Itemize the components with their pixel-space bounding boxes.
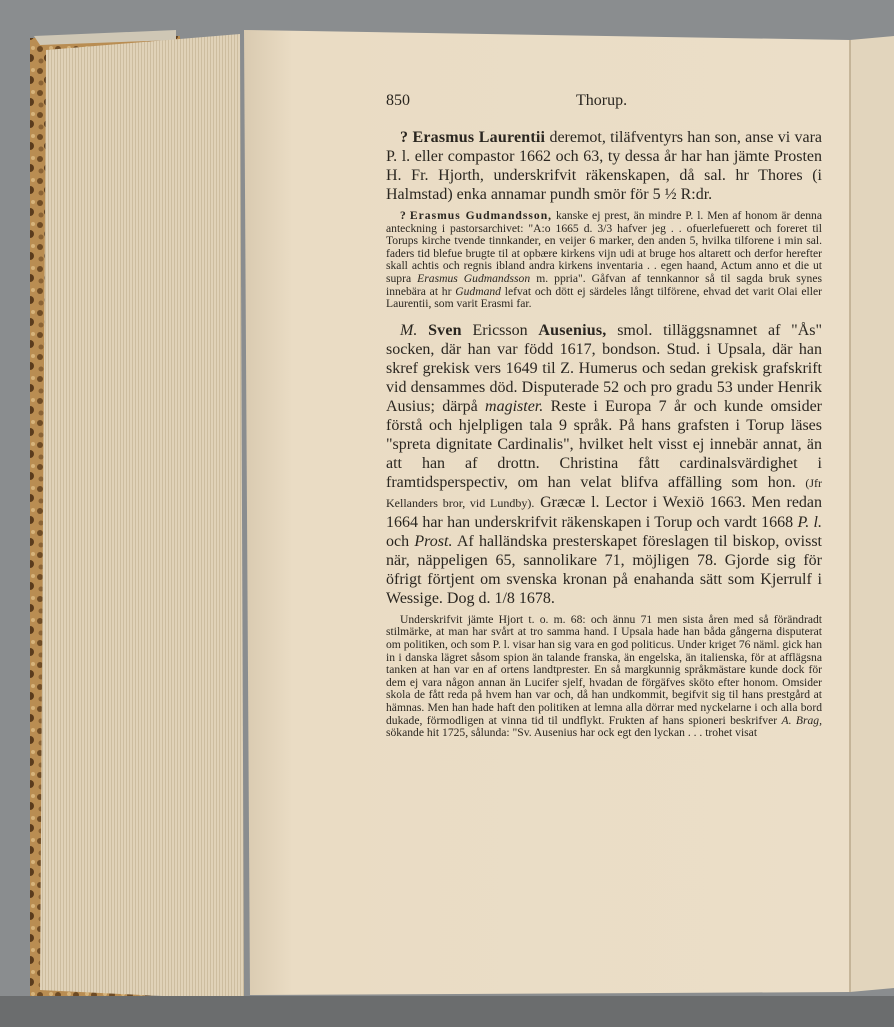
entry-italic: P. l.: [797, 513, 822, 531]
entry-first-name: Sven: [428, 321, 462, 339]
entry-middle-name: Ericsson: [472, 321, 528, 339]
entry-text: deremot, tiläfventyrs han son, anse vi vara P. l. eller compastor 1662 och 63, ty dessa år har han jämte Prosten H. Fr. Hjorth, underskrifvit räkenskapen, då sal. hr Thores (i Halmstad) enka annamar pundh smör för 5 ½ R:dr.: [386, 129, 823, 203]
entry-italic: magister.: [485, 397, 544, 415]
note-text: Underskrifvit jämte Hjort t. o. m. 68: och ännu 71 men sista åren med så förändradt stilmärke, at man har svårt at tro samma hand. I Upsala hade han båda gångerna disputerat om politiken, och som P. l. visar han sig vara en god politicus. Under kriget 76 näml. gick han in i danska lägret såsom spion än talande franska, än engelska, än italienska, för at afflägsna tanken at han var en af ortens landtprester. En så margkunnig språkmästare kunde dock för dem ej vara någon annan än Lucifer sjelf, hvadan de förgäfves sköto efter honom. Omsider skola de fått reda på hvem han var och, då han undkommit, begifvit sig til hans prestgård at hämnas. Men han hade haft den politiken at lemna alla dörrar med nyckelarne i och alla bord dukade, förmodligen at vinna tid til undflykt. Frukten af hans spioneri beskrifver: [386, 612, 822, 727]
entry-italic: Prost.: [414, 532, 453, 550]
page-number: 850: [386, 92, 410, 109]
entry-text: och: [386, 532, 410, 550]
page-header: [386, 92, 822, 118]
entry-text: kanske ej prest, än mindre P. l. Men af honom är denna anteckning i pastorsarchivet: "A:o 1665 d. 3/3 hafver jeg . . ofuerlefuerett och foreret til Torups kirche tvende tinnkander, en veijer 6 marker, den anden 5, hvilka tilforene i min sal. faders tid blefue brugte til at opbære kirkens vijn udi at bruge hos altarett och derfor herefter skall achtis och regnis ibland andra kirkens inventaria . . egen haand, Actum anno et die ut supra: [386, 209, 822, 285]
running-title: Thorup.: [576, 92, 628, 109]
entry-name: Erasmus Laurentii: [412, 129, 546, 146]
entry-sven-ausenius: [386, 321, 822, 608]
entry-text: Af halländska presterskapet föreslagen til biskop, ovisst när, näppeligen 65, sannolikare 71, möjligen 78. Gjorde sig för öfrigt förtjent om svenska kronan på enahanda sätt som Kjerrulf i Wessige. Dog d. 1/8 1678.: [386, 532, 822, 607]
entry-title: M.: [400, 321, 418, 339]
note-text: sökande hit 1725, sålunda: "Sv. Ausenius har ock egt den lyckan . . . trohet visat: [386, 726, 758, 740]
query-mark: ?: [400, 209, 406, 222]
page-text: [386, 92, 822, 740]
entry-erasmus-laurentii: [386, 128, 822, 204]
entry-aside: (Jfr Kellanders bror, vid Lundby).: [386, 475, 822, 510]
entry-name: Erasmus Gudmandsson,: [409, 209, 553, 222]
entry-text: m. ppria". Gåfvan af tennkannor så til sagda bruk synes innebära at hr: [386, 271, 822, 298]
entry-erasmus-gudmandsson: [386, 210, 822, 311]
entry-text: smol. tilläggsnamnet af "Ås" socken, där han var född 1617, bondson. Stud. i Upsala, där han skref grekisk vers 1649 til Z. Humerus och sedan grekisk grafskrift vid densammes död. Disputerade 52 och pro gradu 53 under Henrik Ausius; därpå: [386, 321, 823, 415]
entry-text: Græcæ l. Lector i Wexiö 1663. Men redan 1664 har han underskrifvit räkenskapen i Torup och vardt 1668: [386, 493, 823, 531]
entry-note: [386, 614, 822, 740]
entry-last-name: Ausenius,: [538, 321, 607, 339]
entry-text: Reste i Europa 7 år och kunde omsider förstå och hjelpligen tala 9 språk. På hans grafsten i Torup läses "spreta dignitate Cardinalis", hvilket helt visst ej innebär annat, än att han af drottn. Christina fått cardinalsvärdighet i framtidsperspectiv, om han velat blifva affälling som hon.: [386, 397, 823, 491]
entry-text: lefvat och dött ej särdeles långt tilförene, ehvad det varit Olai eller Laurentii, som varit Erasmi far.: [386, 284, 822, 311]
entry-italic: Erasmus Gudmandsson: [417, 271, 531, 285]
query-mark: ?: [400, 129, 409, 146]
note-italic: A. Brag,: [781, 713, 822, 727]
next-page-edge: [850, 36, 894, 992]
entry-italic: Gudmand: [455, 284, 501, 298]
